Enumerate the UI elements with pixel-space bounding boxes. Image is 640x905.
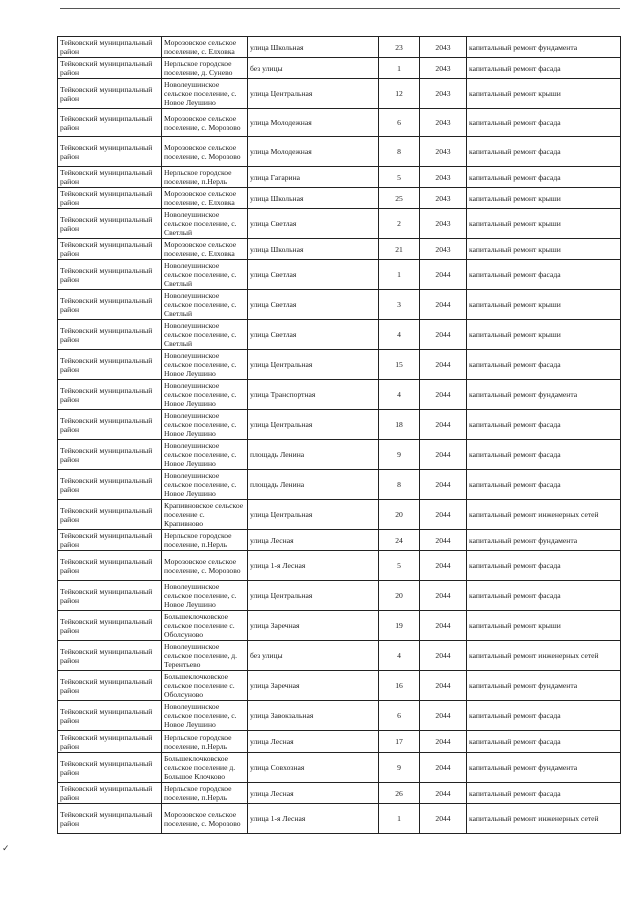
year-cell: 2044 — [420, 701, 467, 731]
settlement-cell: Морозовское сельское поселение, с. Морозово — [162, 804, 248, 834]
street-cell: улица Центральная — [248, 79, 379, 109]
year-cell: 2044 — [420, 530, 467, 551]
settlement-cell: Новолеушинское сельское поселение, с. Новое Леушино — [162, 440, 248, 470]
year-cell: 2043 — [420, 109, 467, 137]
house-number-cell: 24 — [379, 530, 420, 551]
year-cell: 2043 — [420, 137, 467, 167]
street-cell: улица Светлая — [248, 320, 379, 350]
year-cell: 2044 — [420, 731, 467, 753]
work-type-cell: капитальный ремонт фундамента — [467, 37, 621, 58]
table-row — [58, 209, 621, 239]
work-type-cell: капитальный ремонт фасада — [467, 470, 621, 500]
house-number-cell: 6 — [379, 109, 420, 137]
work-type-cell: капитальный ремонт крыши — [467, 209, 621, 239]
district-cell: Тейковский муниципальный район — [58, 79, 162, 109]
street-cell: улица Совхозная — [248, 753, 379, 783]
house-number-cell: 5 — [379, 167, 420, 188]
year-cell: 2044 — [420, 260, 467, 290]
year-cell: 2044 — [420, 671, 467, 701]
street-cell: улица Завокзальная — [248, 701, 379, 731]
work-type-cell: капитальный ремонт фасада — [467, 581, 621, 611]
work-type-cell: капитальный ремонт инженерных сетей — [467, 641, 621, 671]
table-row — [58, 551, 621, 581]
work-type-cell: капитальный ремонт инженерных сетей — [467, 500, 621, 530]
settlement-cell: Морозовское сельское поселение, с. Елховка — [162, 239, 248, 260]
year-cell: 2043 — [420, 188, 467, 209]
house-number-cell: 4 — [379, 320, 420, 350]
margin-mark: ✓ — [2, 843, 10, 853]
year-cell: 2044 — [420, 551, 467, 581]
year-cell: 2044 — [420, 380, 467, 410]
work-type-cell: капитальный ремонт фасада — [467, 410, 621, 440]
street-cell: улица Светлая — [248, 209, 379, 239]
district-cell: Тейковский муниципальный район — [58, 320, 162, 350]
district-cell: Тейковский муниципальный район — [58, 137, 162, 167]
work-type-cell: капитальный ремонт фасада — [467, 109, 621, 137]
table-row — [58, 290, 621, 320]
table-row — [58, 380, 621, 410]
settlement-cell: Новолеушинское сельское поселение, с. Новое Леушино — [162, 410, 248, 440]
year-cell: 2044 — [420, 410, 467, 440]
work-type-cell: капитальный ремонт крыши — [467, 239, 621, 260]
street-cell: без улицы — [248, 641, 379, 671]
street-cell: улица Центральная — [248, 581, 379, 611]
work-type-cell: капитальный ремонт фасада — [467, 551, 621, 581]
district-cell: Тейковский муниципальный район — [58, 209, 162, 239]
table-row — [58, 410, 621, 440]
street-cell: улица Гагарина — [248, 167, 379, 188]
house-number-cell: 25 — [379, 188, 420, 209]
street-cell: улица Лесная — [248, 783, 379, 804]
settlement-cell: Новолеушинское сельское поселение, с. Новое Леушино — [162, 701, 248, 731]
settlement-cell: Новолеушинское сельское поселение, с. Светлый — [162, 290, 248, 320]
table-row — [58, 500, 621, 530]
year-cell: 2044 — [420, 500, 467, 530]
house-number-cell: 5 — [379, 551, 420, 581]
district-cell: Тейковский муниципальный район — [58, 731, 162, 753]
year-cell: 2044 — [420, 804, 467, 834]
table-row — [58, 58, 621, 79]
year-cell: 2044 — [420, 611, 467, 641]
street-cell: улица 1-я Лесная — [248, 804, 379, 834]
street-cell: улица Школьная — [248, 239, 379, 260]
year-cell: 2044 — [420, 470, 467, 500]
table-row — [58, 350, 621, 380]
repair-schedule-table — [57, 36, 621, 834]
district-cell: Тейковский муниципальный район — [58, 58, 162, 79]
district-cell: Тейковский муниципальный район — [58, 188, 162, 209]
work-type-cell: капитальный ремонт фасада — [467, 731, 621, 753]
house-number-cell: 17 — [379, 731, 420, 753]
house-number-cell: 23 — [379, 37, 420, 58]
house-number-cell: 26 — [379, 783, 420, 804]
street-cell: улица Молодежная — [248, 137, 379, 167]
table-row — [58, 783, 621, 804]
district-cell: Тейковский муниципальный район — [58, 611, 162, 641]
district-cell: Тейковский муниципальный район — [58, 260, 162, 290]
table-row — [58, 530, 621, 551]
district-cell: Тейковский муниципальный район — [58, 500, 162, 530]
settlement-cell: Большеклочковское сельское поселение с. Оболсуново — [162, 671, 248, 701]
work-type-cell: капитальный ремонт фасада — [467, 783, 621, 804]
district-cell: Тейковский муниципальный район — [58, 701, 162, 731]
work-type-cell: капитальный ремонт фундамента — [467, 530, 621, 551]
table-row — [58, 260, 621, 290]
settlement-cell: Новолеушинское сельское поселение, с. Светлый — [162, 320, 248, 350]
house-number-cell: 1 — [379, 260, 420, 290]
district-cell: Тейковский муниципальный район — [58, 671, 162, 701]
street-cell: улица Лесная — [248, 731, 379, 753]
year-cell: 2044 — [420, 581, 467, 611]
house-number-cell: 20 — [379, 581, 420, 611]
settlement-cell: Большеклочковское сельское поселение с. Оболсуново — [162, 611, 248, 641]
house-number-cell: 2 — [379, 209, 420, 239]
house-number-cell: 21 — [379, 239, 420, 260]
district-cell: Тейковский муниципальный район — [58, 551, 162, 581]
street-cell: улица Школьная — [248, 37, 379, 58]
district-cell: Тейковский муниципальный район — [58, 410, 162, 440]
street-cell: улица Светлая — [248, 260, 379, 290]
street-cell: улица Центральная — [248, 500, 379, 530]
table-row — [58, 470, 621, 500]
settlement-cell: Морозовское сельское поселение, с. Елховка — [162, 188, 248, 209]
settlement-cell: Новолеушинское сельское поселение, с. Светлый — [162, 209, 248, 239]
work-type-cell: капитальный ремонт фасада — [467, 58, 621, 79]
year-cell: 2043 — [420, 79, 467, 109]
table-row — [58, 109, 621, 137]
district-cell: Тейковский муниципальный район — [58, 804, 162, 834]
table-row — [58, 167, 621, 188]
work-type-cell: капитальный ремонт крыши — [467, 79, 621, 109]
settlement-cell: Нерльское городское поселение, д. Сунево — [162, 58, 248, 79]
house-number-cell: 19 — [379, 611, 420, 641]
house-number-cell: 15 — [379, 350, 420, 380]
table-row — [58, 671, 621, 701]
work-type-cell: капитальный ремонт фасада — [467, 260, 621, 290]
settlement-cell: Нерльское городское поселение, п.Нерль — [162, 530, 248, 551]
table-row — [58, 701, 621, 731]
district-cell: Тейковский муниципальный район — [58, 753, 162, 783]
year-cell: 2043 — [420, 37, 467, 58]
table-row — [58, 37, 621, 58]
work-type-cell: капитальный ремонт фундамента — [467, 380, 621, 410]
year-cell: 2044 — [420, 320, 467, 350]
year-cell: 2044 — [420, 350, 467, 380]
settlement-cell: Новолеушинское сельское поселение, с. Новое Леушино — [162, 581, 248, 611]
street-cell: площадь Ленина — [248, 440, 379, 470]
settlement-cell: Нерльское городское поселение, п.Нерль — [162, 167, 248, 188]
work-type-cell: капитальный ремонт крыши — [467, 290, 621, 320]
year-cell: 2043 — [420, 239, 467, 260]
settlement-cell: Новолеушинское сельское поселение, с. Новое Леушино — [162, 380, 248, 410]
house-number-cell: 4 — [379, 380, 420, 410]
district-cell: Тейковский муниципальный район — [58, 581, 162, 611]
settlement-cell: Новолеушинское сельское поселение, д. Терентьево — [162, 641, 248, 671]
year-cell: 2044 — [420, 783, 467, 804]
district-cell: Тейковский муниципальный район — [58, 290, 162, 320]
table-body — [58, 37, 621, 834]
table-row — [58, 731, 621, 753]
house-number-cell: 3 — [379, 290, 420, 320]
settlement-cell: Новолеушинское сельское поселение, с. Светлый — [162, 260, 248, 290]
table-row — [58, 320, 621, 350]
table-row — [58, 137, 621, 167]
table-row — [58, 611, 621, 641]
work-type-cell: капитальный ремонт фундамента — [467, 753, 621, 783]
table-row — [58, 753, 621, 783]
house-number-cell: 1 — [379, 804, 420, 834]
house-number-cell: 8 — [379, 137, 420, 167]
house-number-cell: 20 — [379, 500, 420, 530]
street-cell: улица Заречная — [248, 611, 379, 641]
year-cell: 2043 — [420, 58, 467, 79]
settlement-cell: Крапивновское сельское поселение с. Крапивново — [162, 500, 248, 530]
district-cell: Тейковский муниципальный район — [58, 109, 162, 137]
house-number-cell: 1 — [379, 58, 420, 79]
settlement-cell: Морозовское сельское поселение, с. Елховка — [162, 37, 248, 58]
table-row — [58, 440, 621, 470]
house-number-cell: 18 — [379, 410, 420, 440]
house-number-cell: 16 — [379, 671, 420, 701]
settlement-cell: Новолеушинское сельское поселение, с. Новое Леушино — [162, 79, 248, 109]
street-cell: улица Светлая — [248, 290, 379, 320]
year-cell: 2043 — [420, 167, 467, 188]
work-type-cell: капитальный ремонт фасада — [467, 167, 621, 188]
year-cell: 2044 — [420, 641, 467, 671]
district-cell: Тейковский муниципальный район — [58, 470, 162, 500]
district-cell: Тейковский муниципальный район — [58, 239, 162, 260]
street-cell: улица Школьная — [248, 188, 379, 209]
table-row — [58, 239, 621, 260]
district-cell: Тейковский муниципальный район — [58, 37, 162, 58]
settlement-cell: Новолеушинское сельское поселение, с. Новое Леушино — [162, 350, 248, 380]
settlement-cell: Нерльское городское поселение, п.Нерль — [162, 731, 248, 753]
table-row — [58, 804, 621, 834]
street-cell: улица Заречная — [248, 671, 379, 701]
house-number-cell: 12 — [379, 79, 420, 109]
district-cell: Тейковский муниципальный район — [58, 641, 162, 671]
year-cell: 2044 — [420, 290, 467, 320]
year-cell: 2044 — [420, 753, 467, 783]
table-row — [58, 79, 621, 109]
district-cell: Тейковский муниципальный район — [58, 350, 162, 380]
street-cell: улица Центральная — [248, 350, 379, 380]
settlement-cell: Морозовское сельское поселение, с. Морозово — [162, 551, 248, 581]
street-cell: улица Центральная — [248, 410, 379, 440]
work-type-cell: капитальный ремонт фасада — [467, 701, 621, 731]
street-cell: улица Молодежная — [248, 109, 379, 137]
street-cell: площадь Ленина — [248, 470, 379, 500]
table-row — [58, 188, 621, 209]
work-type-cell: капитальный ремонт фундамента — [467, 671, 621, 701]
work-type-cell: капитальный ремонт крыши — [467, 611, 621, 641]
settlement-cell: Морозовское сельское поселение, с. Морозово — [162, 137, 248, 167]
house-number-cell: 9 — [379, 440, 420, 470]
work-type-cell: капитальный ремонт крыши — [467, 320, 621, 350]
work-type-cell: капитальный ремонт фасада — [467, 440, 621, 470]
settlement-cell: Нерльское городское поселение, п.Нерль — [162, 783, 248, 804]
district-cell: Тейковский муниципальный район — [58, 440, 162, 470]
header-rule — [60, 8, 620, 9]
year-cell: 2044 — [420, 440, 467, 470]
settlement-cell: Морозовское сельское поселение, с. Морозово — [162, 109, 248, 137]
table-row — [58, 641, 621, 671]
district-cell: Тейковский муниципальный район — [58, 530, 162, 551]
district-cell: Тейковский муниципальный район — [58, 783, 162, 804]
street-cell: улица Лесная — [248, 530, 379, 551]
district-cell: Тейковский муниципальный район — [58, 167, 162, 188]
house-number-cell: 8 — [379, 470, 420, 500]
settlement-cell: Новолеушинское сельское поселение, с. Новое Леушино — [162, 470, 248, 500]
table-row — [58, 581, 621, 611]
work-type-cell: капитальный ремонт фасада — [467, 137, 621, 167]
house-number-cell: 4 — [379, 641, 420, 671]
house-number-cell: 6 — [379, 701, 420, 731]
house-number-cell: 9 — [379, 753, 420, 783]
street-cell: улица Транспортная — [248, 380, 379, 410]
year-cell: 2043 — [420, 209, 467, 239]
street-cell: без улицы — [248, 58, 379, 79]
settlement-cell: Большеклочковское сельское поселение д. Большое Клочково — [162, 753, 248, 783]
work-type-cell: капитальный ремонт крыши — [467, 188, 621, 209]
district-cell: Тейковский муниципальный район — [58, 380, 162, 410]
work-type-cell: капитальный ремонт инженерных сетей — [467, 804, 621, 834]
work-type-cell: капитальный ремонт фасада — [467, 350, 621, 380]
street-cell: улица 1-я Лесная — [248, 551, 379, 581]
